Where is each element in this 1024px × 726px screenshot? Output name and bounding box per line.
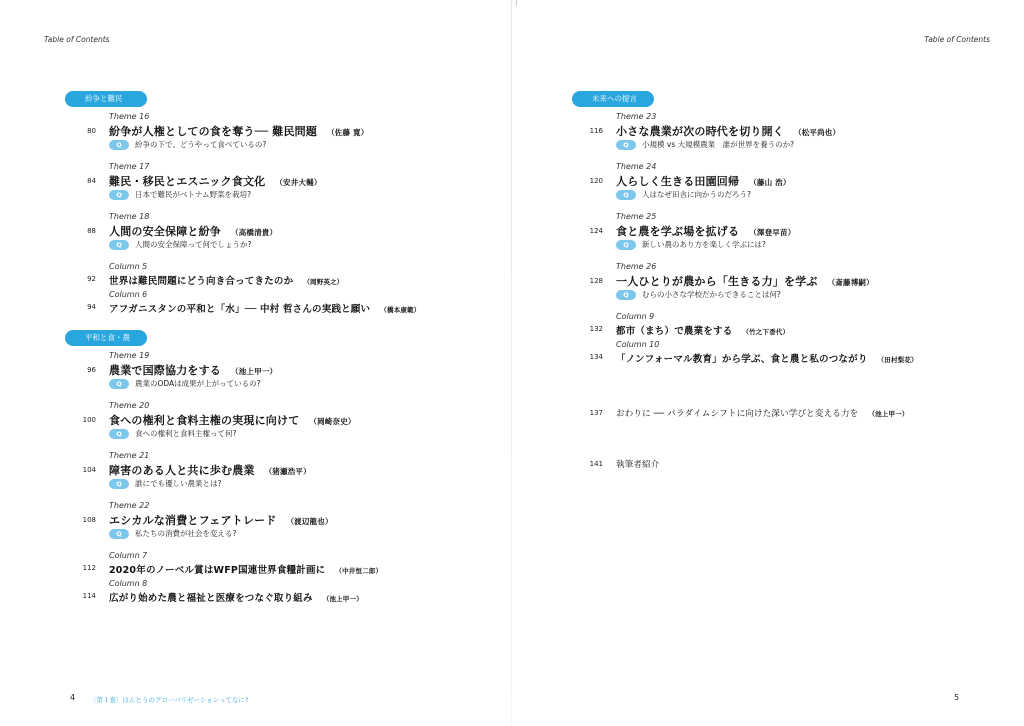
entry-question-text: 誰にでも優しい農業とは? [135,479,222,488]
entry-title[interactable] [109,412,356,428]
entry-author: （岡崎奈史） [309,417,356,426]
entry-page: 132 [589,325,603,333]
entry-title-text: 人らしく生きる田園回帰 [616,175,740,188]
entry-page: 94 [87,303,96,311]
entry-page: 92 [87,275,96,283]
entry-author: （渡辺龍也） [286,517,333,526]
q-badge: Q [109,240,129,250]
entry-author: （澤登早苗） [749,228,796,237]
entry-label: Theme 26 [616,262,657,271]
entry-question [109,478,221,489]
entry-page: 128 [589,277,603,285]
entry-title-text: アフガニスタンの平和と「水」── 中村 哲さんの実践と願い [109,304,371,315]
entry-question [109,428,236,439]
entry-question-text: 食への権利と食料主権って何? [135,429,237,438]
entry-question [109,239,251,250]
entry-question [109,528,236,539]
entry-author: （田村梨花） [877,356,918,364]
entry-title-text: 障害のある人と共に歩む農業 [109,464,255,477]
entry-question-text: むらの小さな学校だからできることは何? [642,290,781,299]
entry-title-text: 執筆者紹介 [616,460,660,470]
entry-page: 134 [589,353,603,361]
entry-title[interactable] [109,512,333,528]
entry-author: （池上甲一） [868,410,909,418]
entry-title[interactable] [616,458,660,470]
entry-title[interactable] [109,462,311,478]
entry-question [616,189,751,200]
entry-question [109,189,251,200]
entry-question-text: 小規模 vs 大規模農業 誰が世界を養うのか? [642,140,795,149]
entry-author: （藤山 浩） [749,178,791,187]
entry-author: （猪瀬浩平） [264,467,311,476]
entry-label: Column 8 [109,579,148,588]
entry-question-text: 日本で難民がベトナム野菜を栽培? [135,190,252,199]
q-badge: Q [109,140,129,150]
entry-title-text: 難民・移民とエスニック食文化 [109,175,266,188]
entry-label: Theme 25 [616,212,657,221]
entry-page: 112 [82,564,96,572]
q-badge: Q [616,140,636,150]
entry-label: Theme 18 [109,212,150,221]
entry-title-text: 広がり始めた農と福祉と医療をつなぐ取り組み [109,593,313,604]
entry-author: （斎藤博嗣） [827,278,874,287]
q-badge: Q [616,290,636,300]
entry-label: Theme 22 [109,501,150,510]
entry-title[interactable] [109,123,368,139]
page-number-right: 5 [954,693,960,702]
section-pill-conflict: 紛争と難民 [65,91,147,107]
entry-question-text: 農業のODAは成果が上がっているの? [135,379,261,388]
entry-page: 104 [82,466,96,474]
entry-title[interactable] [109,173,322,189]
entry-author: （岡野英之） [303,278,344,286]
q-badge: Q [616,190,636,200]
entry-title[interactable] [109,301,420,315]
entry-label: Theme 16 [109,112,150,121]
entry-title[interactable] [109,273,344,287]
entry-title[interactable] [616,223,795,239]
entry-title-text: 食と農を学ぶ場を拡げる [616,225,740,238]
entry-page: 80 [87,127,96,135]
entry-label: Theme 17 [109,162,150,171]
entry-label: Theme 23 [616,112,657,121]
entry-author: （橋本康範） [380,306,421,314]
entry-page: 96 [87,366,96,374]
entry-title[interactable] [109,562,382,576]
q-badge: Q [109,429,129,439]
section-pill-future: 未来への提言 [572,91,654,107]
entry-title-text: 人間の安全保障と紛争 [109,225,221,238]
running-head-left: Table of Contents [44,35,110,44]
entry-question-text: 新しい農のあり方を楽しく学ぶには? [642,240,766,249]
entry-title[interactable] [616,273,874,289]
entry-page: 137 [589,409,603,417]
entry-title-text: 紛争が人権としての食を奪う── 難民問題 [109,125,318,138]
entry-page: 84 [87,177,96,185]
entry-question-text: 人間の安全保障って何でしょうか? [135,240,252,249]
page-number-left: 4 [70,693,76,702]
q-badge: Q [616,240,636,250]
q-badge: Q [109,529,129,539]
entry-title[interactable] [616,351,918,365]
entry-question [109,378,261,389]
right-page [512,0,1024,726]
book-title-footer: 〔第１巻〕ほんとうのグローバリゼーションってなに? [90,696,249,704]
section-pill-peace: 平和と食・農 [65,330,147,346]
entry-question [109,139,266,150]
entry-page: 100 [82,416,96,424]
entry-author: （佐藤 寛） [327,128,369,137]
entry-title[interactable] [616,323,789,337]
q-badge: Q [109,190,129,200]
entry-label: Column 9 [616,312,655,321]
entry-page: 88 [87,227,96,235]
entry-author: （池上甲一） [322,595,363,603]
entry-title[interactable] [616,407,909,419]
running-head-right: Table of Contents [924,35,990,44]
entry-author: （松平尚也） [794,128,841,137]
entry-page: 114 [82,592,96,600]
entry-title-text: エシカルな消費とフェアトレード [109,514,277,527]
entry-author: （高橋清貴） [231,228,278,237]
entry-title-text: 農業で国際協力をする [109,364,221,377]
entry-title-text: 2020年のノーベル賞はWFP国連世界食糧計画に [109,565,326,576]
entry-title[interactable] [109,590,363,604]
entry-author: （中井恒二郎） [335,567,383,575]
entry-page: 120 [589,177,603,185]
entry-title-text: 「ノンフォーマル教育」から学ぶ、食と農と私のつながり [616,354,868,365]
entry-label: Column 6 [109,290,148,299]
entry-page: 108 [82,516,96,524]
entry-author: （池上甲一） [231,367,278,376]
entry-title[interactable] [109,362,277,378]
entry-question-text: 人はなぜ田舎に向かうのだろう? [642,190,751,199]
entry-label: Theme 24 [616,162,657,171]
entry-page: 141 [589,460,603,468]
entry-label: Column 7 [109,551,148,560]
entry-question [616,289,781,300]
entry-title-text: おわりに ── パラダイムシフトに向けた深い学びと変える力を [616,409,859,419]
entry-label: Column 5 [109,262,148,271]
entry-question-text: 私たちの消費が社会を変える? [135,529,237,538]
entry-question [616,139,794,150]
entry-title[interactable] [109,223,277,239]
entry-title-text: 食への権利と食料主権の実現に向けて [109,414,300,427]
entry-title-text: 都市（まち）で農業をする [616,326,733,337]
entry-title-text: 小さな農業が次の時代を切り開く [616,125,784,138]
entry-question [616,239,766,250]
entry-question-text: 紛争の下で、どうやって食べているの? [135,140,267,149]
entry-title[interactable] [616,173,791,189]
entry-title-text: 世界は難民問題にどう向き合ってきたのか [109,276,294,287]
entry-page: 124 [589,227,603,235]
entry-label: Column 10 [616,340,660,349]
entry-title[interactable] [616,123,840,139]
entry-label: Theme 19 [109,351,150,360]
entry-title-text: 一人ひとりが農から「生きる力」を学ぶ [616,275,818,288]
entry-author: （安井大輔） [275,178,322,187]
entry-label: Theme 20 [109,401,150,410]
entry-author: （竹之下香代） [742,328,790,336]
q-badge: Q [109,479,129,489]
entry-label: Theme 21 [109,451,150,460]
entry-page: 116 [589,127,603,135]
q-badge: Q [109,379,129,389]
